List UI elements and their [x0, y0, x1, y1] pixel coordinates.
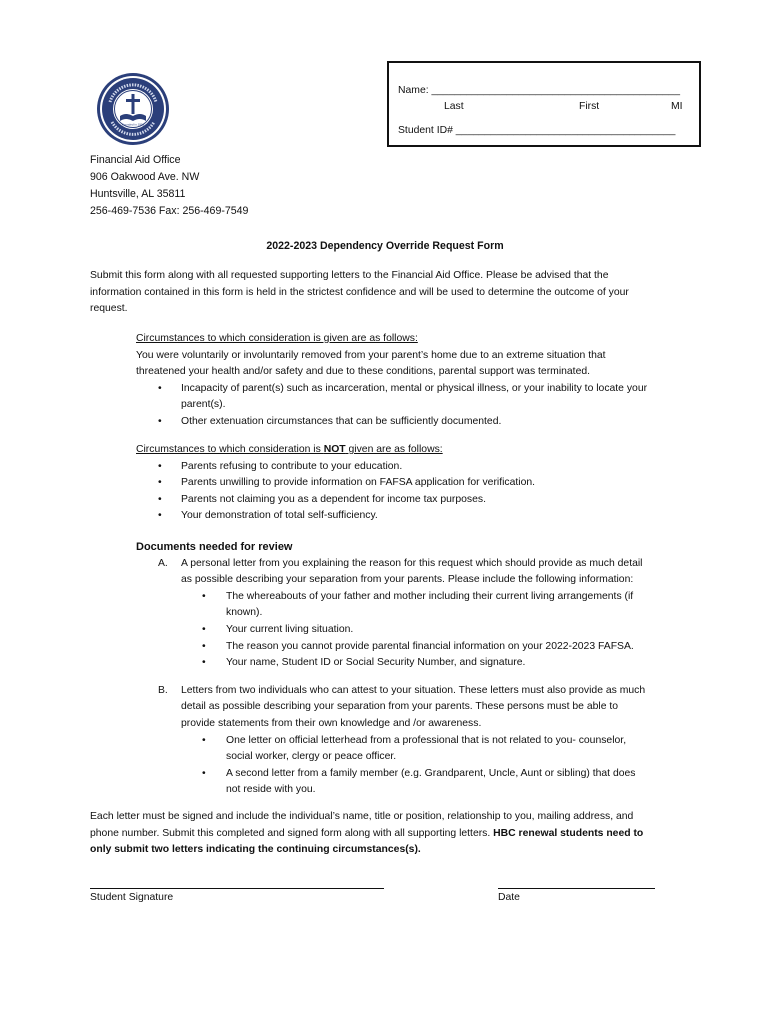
closing-text: phone number. Submit this completed and signed form along with all supporting letters. — [90, 827, 494, 839]
student-signature-label: Student Signature — [90, 892, 174, 903]
closing-line: Each letter must be signed and include the individual’s name, title or position, relationship to you, mailing address, and — [90, 811, 634, 822]
document-item-b — [136, 683, 696, 733]
intro-paragraph — [90, 268, 690, 318]
list-item-text: • One letter on official letterhead from a professional that is not related to you- counselor, — [226, 734, 627, 746]
documents-heading: Documents needed for review — [136, 541, 293, 553]
closing-emphasis: only submit two letters indicating the continuing circumstances(s). — [90, 844, 421, 856]
given-text-line: threatened your health and/or safety and due to these conditions, parental support was terminated. — [136, 366, 591, 378]
document-b-bullet-list — [136, 733, 696, 799]
intro-line: information contained in this form is held in the strictest confidence and will be used to determine the outcome of your — [90, 286, 629, 298]
given-bullet-list — [136, 381, 696, 431]
closing-emphasis: HBC renewal students need to — [493, 827, 644, 839]
list-item: • Your current living situation. — [136, 622, 696, 639]
given-text-line: You were voluntarily or involuntarily removed from your parent’s home due to an extreme situation that — [136, 349, 606, 361]
middle-initial-caption: MI — [671, 101, 683, 112]
student-id-field[interactable]: Student ID# ______________________________________ — [398, 125, 676, 136]
not-given-bullet-list — [136, 459, 696, 525]
item-text: provide statements from their own knowledge and /or awareness. — [181, 717, 482, 729]
form-title: 2022-2023 Dependency Override Request Form — [266, 240, 504, 252]
list-item-text: • The whereabouts of your father and mother including their current living arrangements (if — [226, 590, 634, 602]
office-city: Huntsville, AL 35811 — [90, 188, 186, 200]
name-field[interactable]: Name: ___________________________________________ — [398, 85, 680, 96]
heading-text: given are as follows: — [345, 444, 443, 455]
heading-emphasis: NOT — [323, 444, 346, 455]
office-phone: 256-469-7536 Fax: 256-469-7549 — [90, 205, 249, 217]
item-label: B. — [158, 684, 168, 696]
office-street: 906 Oakwood Ave. NW — [90, 171, 200, 183]
office-name: Financial Aid Office — [90, 154, 181, 166]
college-seal-logo — [96, 72, 170, 146]
list-item-text: not reside with you. — [226, 784, 316, 796]
list-item: • Parents not claiming you as a dependent for income tax purposes. — [136, 492, 696, 509]
list-item: • The reason you cannot provide parental financial information on your 2022-2023 FAFSA. — [136, 639, 696, 656]
last-name-caption: Last — [444, 101, 464, 112]
item-text: A personal letter from you explaining the reason for this request which should provide as much detail — [181, 557, 643, 569]
list-item — [136, 381, 696, 414]
list-item: • Parents refusing to contribute to your education. — [136, 459, 696, 476]
date-label: Date — [498, 892, 520, 903]
intro-line: Submit this form along with all requested supporting letters to the Financial Aid Office. Please be advised that the — [90, 270, 609, 281]
svg-text:Founded in 1906: Founded in 1906 — [121, 122, 145, 127]
student-signature-line[interactable] — [90, 888, 384, 889]
list-item: • Parents unwilling to provide information on FAFSA application for verification. — [136, 475, 696, 492]
list-item-text: known). — [226, 607, 263, 619]
date-line[interactable] — [498, 888, 655, 889]
list-item-text: • Other extenuation circumstances that can be sufficiently documented. — [181, 415, 502, 427]
list-item: • Your name, Student ID or Social Security Number, and signature. — [136, 655, 696, 672]
list-item — [136, 414, 696, 431]
office-address — [90, 152, 248, 220]
list-item-text: parent(s). — [181, 399, 226, 411]
list-item-text: • Incapacity of parent(s) such as incarceration, mental or physical illness, or your inability to locate your — [181, 382, 648, 394]
list-item: • Your demonstration of total self-sufficiency. — [136, 508, 696, 525]
intro-line: request. — [90, 303, 128, 315]
student-name-box — [387, 61, 701, 147]
item-text: detail as possible describing your separation from your parents. These persons must be able to — [181, 701, 619, 713]
document-item-a — [136, 556, 696, 589]
item-text: Letters from two individuals who can attest to your situation. These letters must also provide as much — [181, 684, 646, 696]
closing-line — [90, 826, 700, 843]
item-text: as possible describing your separation from your parents. Please include the following information: — [181, 574, 634, 586]
not-given-section — [136, 442, 696, 525]
document-a-bullet-list — [136, 589, 696, 672]
closing-line — [90, 842, 700, 859]
list-item-text: • A second letter from a family member (e.g. Grandparent, Uncle, Aunt or sibling) that does — [226, 767, 636, 779]
first-name-caption: First — [579, 101, 600, 112]
list-item — [136, 589, 696, 622]
given-heading: Circumstances to which consideration is given are as follows: — [136, 333, 418, 344]
documents-section — [136, 539, 696, 799]
list-item — [136, 733, 696, 766]
given-section — [136, 331, 696, 431]
closing-paragraph — [90, 809, 700, 859]
list-item-text: social worker, clergy or peace officer. — [226, 751, 397, 763]
heading-text: Circumstances to which consideration is — [136, 444, 324, 455]
item-label: A. — [158, 557, 168, 569]
list-item — [136, 766, 696, 799]
not-given-heading — [136, 442, 696, 459]
